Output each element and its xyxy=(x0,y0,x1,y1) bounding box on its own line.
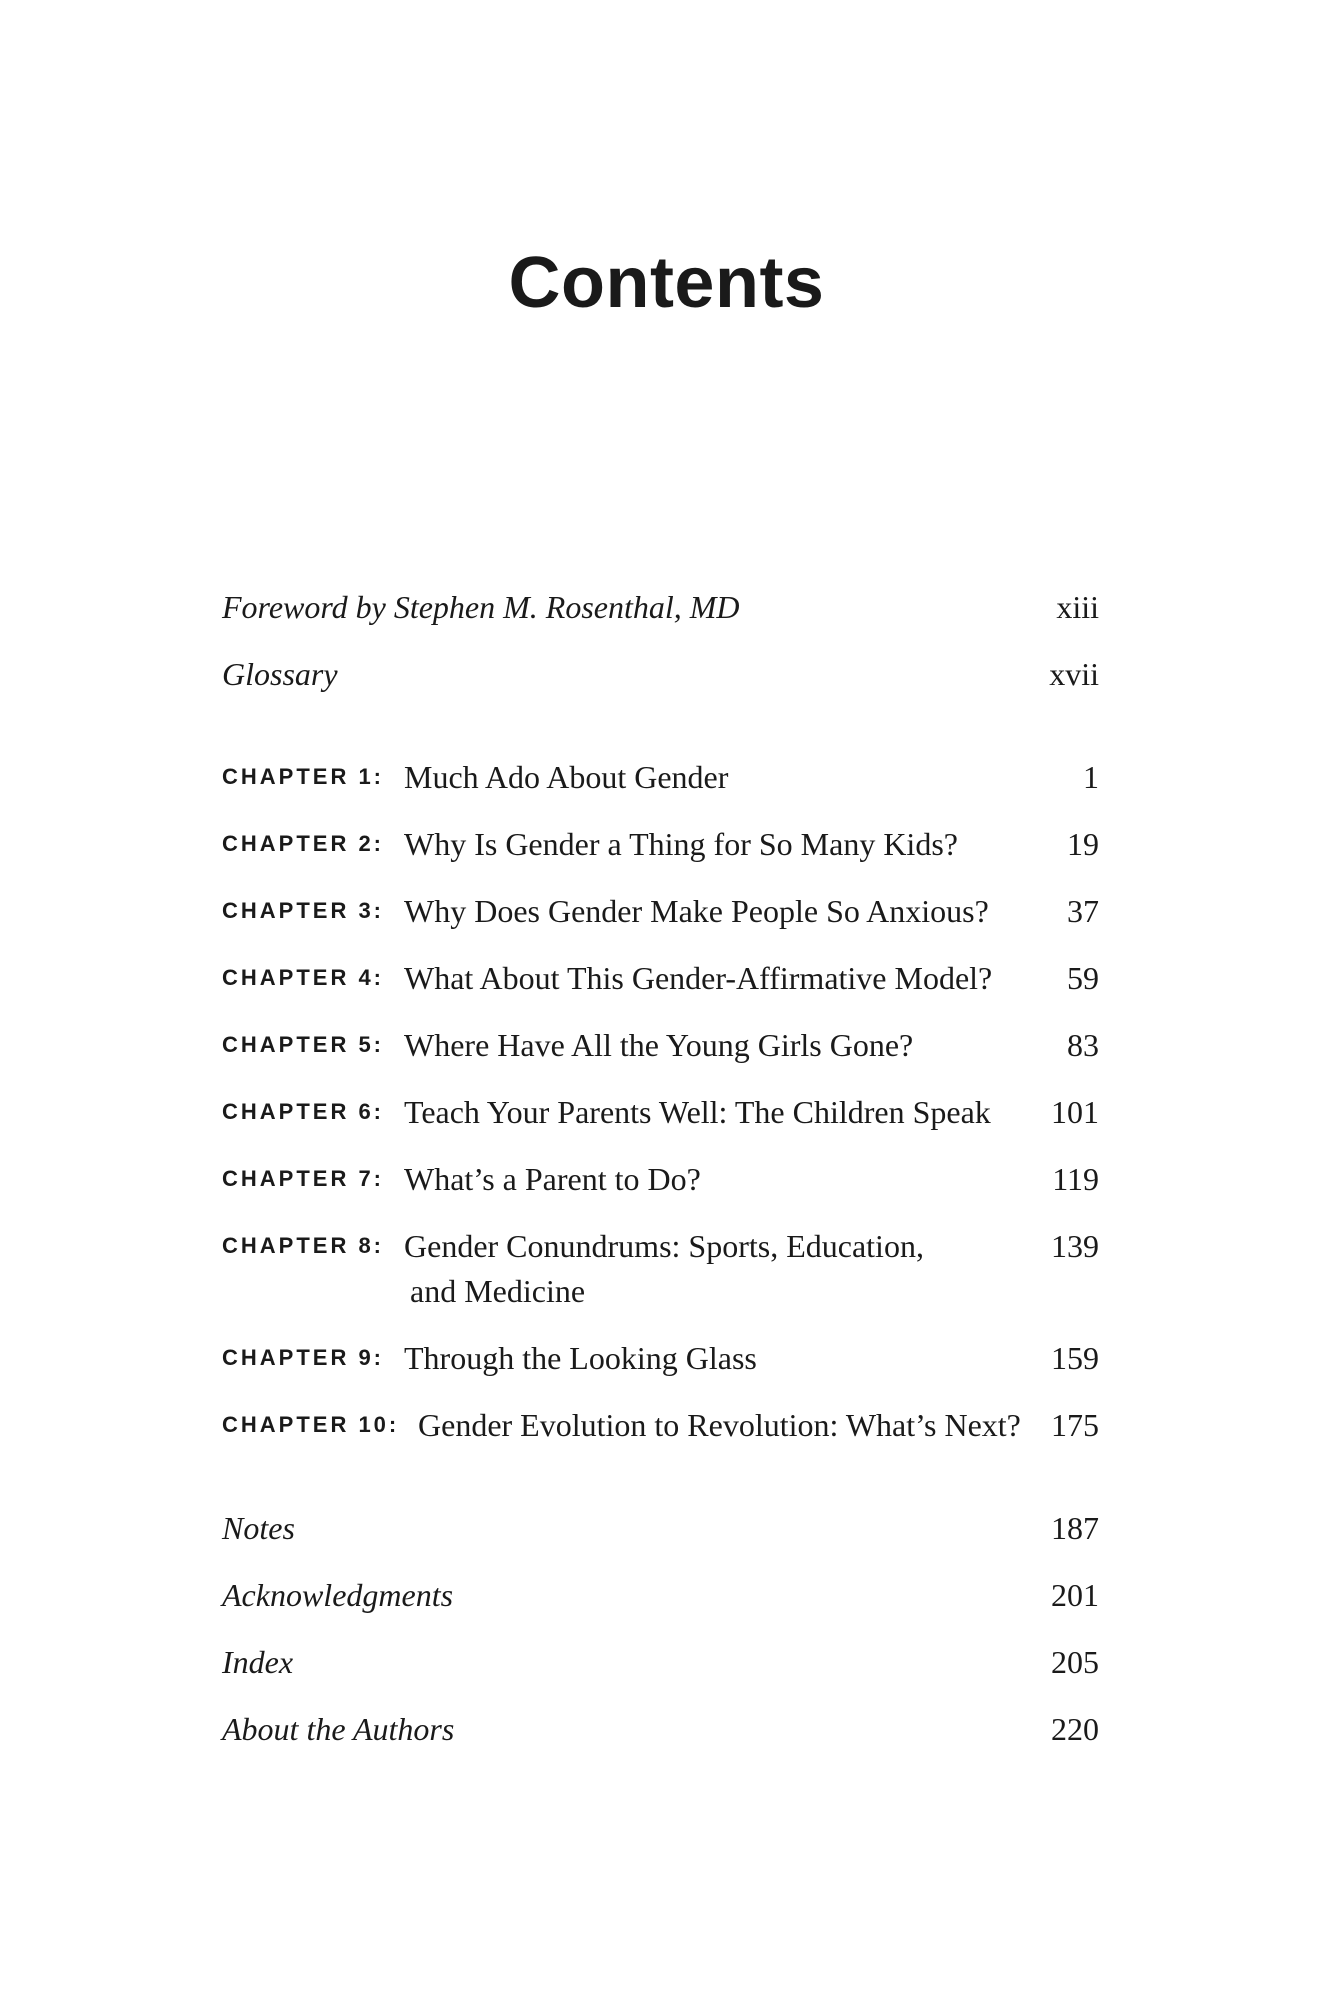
toc-entry-chapter-2[interactable] xyxy=(222,818,1099,870)
toc-entry-about-the-authors[interactable] xyxy=(222,1703,1099,1755)
toc-entry-chapter-7[interactable] xyxy=(222,1153,1099,1205)
toc-entry-label: Acknowledgments xyxy=(222,1577,454,1613)
chapter-title xyxy=(404,1224,1044,1314)
toc-entry-acknowledgments[interactable] xyxy=(222,1569,1099,1621)
toc-page-number: 37 xyxy=(1067,893,1099,929)
toc-entry-label: About the Authors xyxy=(222,1711,455,1747)
toc-page-number: 101 xyxy=(1051,1094,1099,1130)
toc-entry-label: Glossary xyxy=(222,656,338,692)
chapter-title: Why Does Gender Make People So Anxious? xyxy=(404,893,989,929)
chapter-title: What About This Gender-Affirmative Model? xyxy=(404,960,993,996)
chapter-title: What’s a Parent to Do? xyxy=(404,1161,701,1197)
toc-entry-notes[interactable] xyxy=(222,1502,1099,1554)
toc-entry-index[interactable] xyxy=(222,1636,1099,1688)
chapter-number-label: CHAPTER 8: xyxy=(222,1233,385,1258)
chapter-number-label: CHAPTER 4: xyxy=(222,965,385,990)
toc-entry-chapter-4[interactable] xyxy=(222,952,1099,1004)
chapter-title: Teach Your Parents Well: The Children Speak xyxy=(404,1094,991,1130)
chapter-title: Much Ado About Gender xyxy=(404,759,729,795)
toc-entry-chapter-3[interactable] xyxy=(222,885,1099,937)
toc-entry-label: Notes xyxy=(222,1510,295,1546)
toc-entry-glossary[interactable] xyxy=(222,648,1099,700)
page-title: Contents xyxy=(508,243,825,323)
toc-entry-label: Foreword by Stephen M. Rosenthal, MD xyxy=(222,589,740,625)
toc-page-number: 83 xyxy=(1067,1027,1099,1063)
chapter-number-label: CHAPTER 2: xyxy=(222,831,385,856)
toc-entry-foreword[interactable] xyxy=(222,581,1099,633)
chapter-number-label: CHAPTER 3: xyxy=(222,898,385,923)
toc-entry-chapter-9[interactable] xyxy=(222,1332,1099,1384)
chapter-title: Where Have All the Young Girls Gone? xyxy=(404,1027,914,1063)
toc-page-number: 205 xyxy=(1051,1644,1099,1680)
toc-page-number: 59 xyxy=(1067,960,1099,996)
chapter-number-label: CHAPTER 5: xyxy=(222,1032,385,1057)
toc-entry-chapter-6[interactable] xyxy=(222,1086,1099,1138)
chapter-title-line-2: and Medicine xyxy=(410,1273,586,1309)
toc-page-number: 139 xyxy=(1051,1228,1099,1264)
chapter-number-label: CHAPTER 6: xyxy=(222,1099,385,1124)
chapter-number-label: CHAPTER 1: xyxy=(222,764,385,789)
toc-entry-chapter-8[interactable] xyxy=(222,1220,1099,1320)
chapter-number-label: CHAPTER 9: xyxy=(222,1345,385,1370)
toc-entry-label: Index xyxy=(222,1644,294,1680)
toc-page-number: xvii xyxy=(1049,656,1099,692)
toc-page-number: xiii xyxy=(1056,589,1099,625)
chapter-title: Through the Looking Glass xyxy=(404,1340,757,1376)
toc-page-number: 220 xyxy=(1051,1711,1099,1747)
toc-entry-chapter-1[interactable] xyxy=(222,751,1099,803)
chapter-number-label: CHAPTER 10: xyxy=(222,1412,400,1437)
toc-page-number: 19 xyxy=(1067,826,1099,862)
chapter-title: Gender Evolution to Revolution: What’s Next? xyxy=(418,1407,1021,1443)
toc-page-number: 201 xyxy=(1051,1577,1099,1613)
chapter-title-line-1: Gender Conundrums: Sports, Education, xyxy=(404,1228,924,1264)
toc-page-number: 175 xyxy=(1051,1407,1099,1443)
toc-page-number: 187 xyxy=(1051,1510,1099,1546)
chapter-number-label: CHAPTER 7: xyxy=(222,1166,385,1191)
toc-entry-chapter-10[interactable] xyxy=(222,1399,1099,1451)
toc-entry-chapter-5[interactable] xyxy=(222,1019,1099,1071)
toc-page-number: 119 xyxy=(1052,1161,1099,1197)
toc-page-number: 159 xyxy=(1051,1340,1099,1376)
chapter-title: Why Is Gender a Thing for So Many Kids? xyxy=(404,826,958,862)
toc-page-number: 1 xyxy=(1083,759,1099,795)
